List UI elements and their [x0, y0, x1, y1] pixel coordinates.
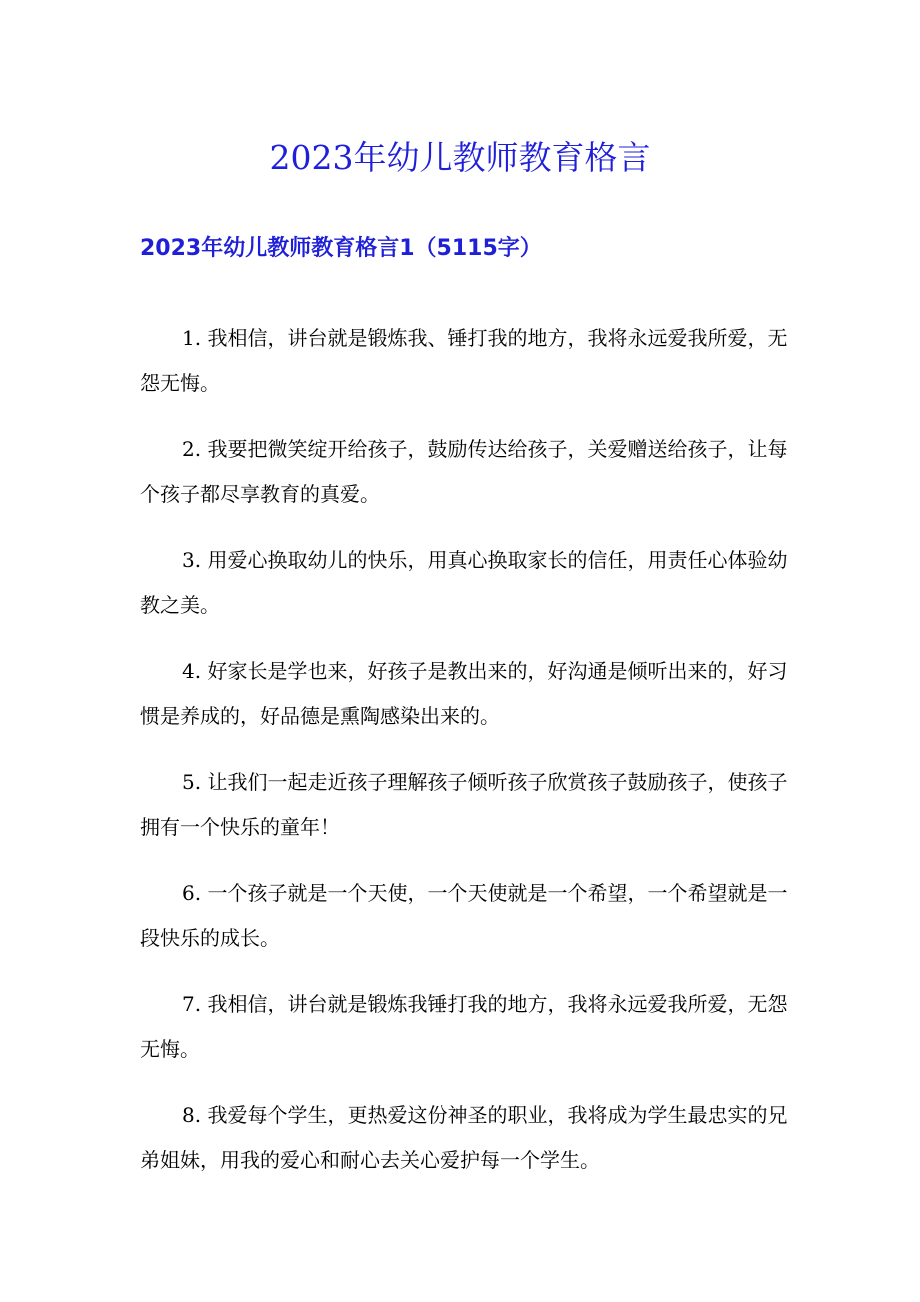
- maxim-item-1: 1. 我相信，讲台就是锻炼我、锤打我的地方，我将永远爱我所爱，无怨无悔。: [140, 326, 788, 395]
- maxim-item-8: 8. 我爱每个学生，更热爱这份神圣的职业，我将成为学生最忠实的兄弟姐妹，用我的爱心和耐心去关心爱护每一个学生。: [140, 1103, 788, 1172]
- maxim-item-2: 2. 我要把微笑绽开给孩子，鼓励传达给孩子，关爱赠送给孩子，让每个孩子都尽享教育的真爱。: [140, 437, 788, 506]
- maxim-item-5: 5. 让我们一起走近孩子理解孩子倾听孩子欣赏孩子鼓励孩子，使孩子拥有一个快乐的童年！: [140, 770, 788, 839]
- maxim-item-6: 6. 一个孩子就是一个天使，一个天使就是一个希望，一个希望就是一段快乐的成长。: [140, 881, 788, 950]
- document-title: 2023年幼儿教师教育格言: [269, 138, 651, 177]
- section-heading: 2023年幼儿教师教育格言1（5115字）: [140, 236, 542, 261]
- maxim-item-4: 4. 好家长是学也来，好孩子是教出来的，好沟通是倾听出来的，好习惯是养成的，好品德是熏陶感染出来的。: [140, 659, 788, 728]
- maxim-list: [140, 296, 790, 1204]
- maxim-item-7: 7. 我相信，讲台就是锻炼我锤打我的地方，我将永远爱我所爱，无怨无悔。: [140, 992, 788, 1061]
- maxim-item-3: 3. 用爱心换取幼儿的快乐，用真心换取家长的信任，用责任心体验幼教之美。: [140, 548, 788, 617]
